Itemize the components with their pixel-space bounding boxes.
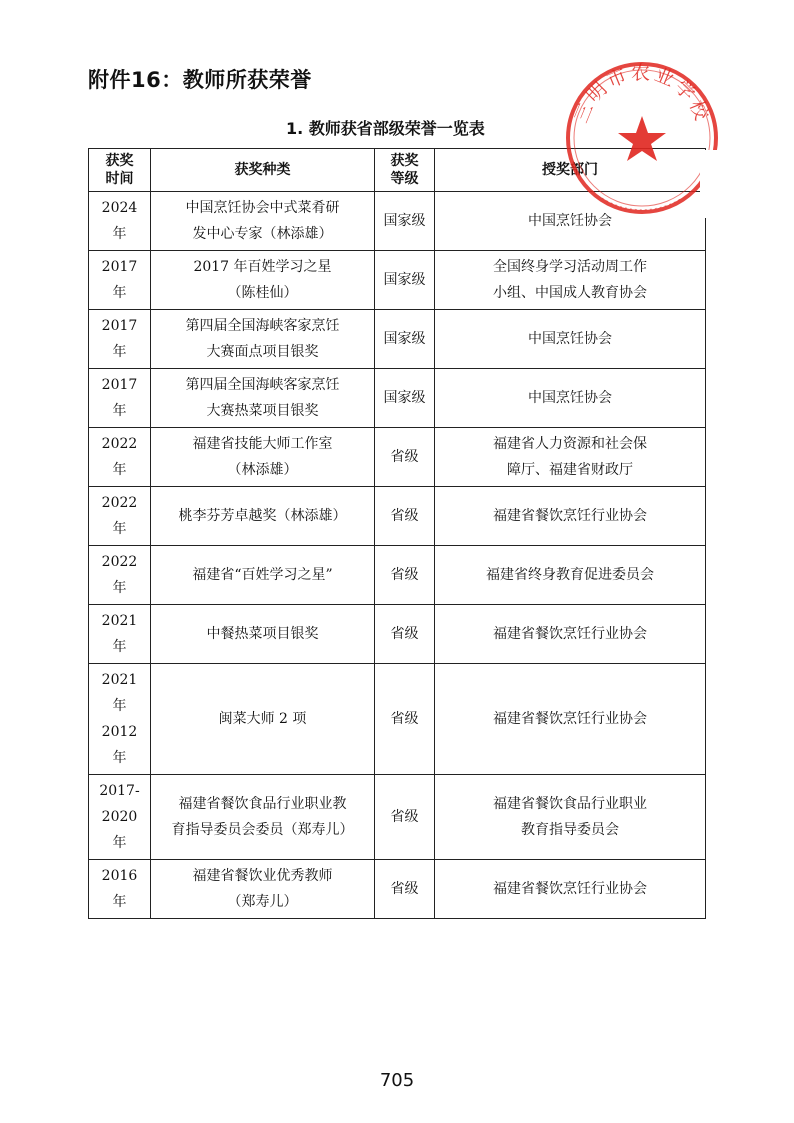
table-row <box>89 775 706 860</box>
cell-level: 省级 <box>375 860 435 919</box>
header-time <box>89 149 151 192</box>
cell-type-line: 福建省“百姓学习之星” <box>192 567 333 583</box>
cell-type-line: 2017 年百姓学习之星 <box>193 259 332 275</box>
cell-dept-line: 中国烹饪协会 <box>528 331 612 347</box>
cell-time <box>89 369 151 428</box>
cell-type <box>151 369 375 428</box>
table-row <box>89 310 706 369</box>
cell-level: 国家级 <box>375 369 435 428</box>
cell-type-line: 中餐热菜项目银奖 <box>206 626 319 642</box>
cell-type-line: 福建省技能大师工作室 <box>192 436 333 452</box>
header-level <box>375 149 435 192</box>
cell-level: 省级 <box>375 487 435 546</box>
cell-dept <box>435 664 706 775</box>
table-title: 1. 教师获省部级荣誉一览表 <box>286 119 485 138</box>
cell-dept <box>435 487 706 546</box>
cell-level: 国家级 <box>375 192 435 251</box>
cell-time-line: 2016 年 <box>101 868 138 910</box>
cell-type-line: 桃李芬芳卓越奖（林添雄） <box>178 508 347 524</box>
seal-edge-mask <box>700 150 720 218</box>
cell-dept <box>435 428 706 487</box>
cell-type <box>151 775 375 860</box>
cell-dept-line: 中国烹饪协会 <box>528 213 612 229</box>
cell-time <box>89 546 151 605</box>
cell-level: 国家级 <box>375 251 435 310</box>
cell-time <box>89 251 151 310</box>
page-number: 705 <box>379 1070 415 1091</box>
header-time-line-2: 时间 <box>105 171 134 187</box>
cell-dept <box>435 860 706 919</box>
cell-type <box>151 546 375 605</box>
cell-type-line: （林添雄） <box>227 462 298 478</box>
cell-dept <box>435 369 706 428</box>
table-row <box>89 487 706 546</box>
page-heading: 附件16：教师所获荣誉 <box>88 68 312 92</box>
cell-level: 省级 <box>375 775 435 860</box>
table-row <box>89 860 706 919</box>
cell-type <box>151 605 375 664</box>
header-type: 获奖种类 <box>151 149 375 192</box>
cell-dept-line: 障厅、福建省财政厅 <box>507 462 633 478</box>
cell-time <box>89 860 151 919</box>
header-level-line-2: 等级 <box>390 171 419 187</box>
cell-time-line: 2017 年 <box>101 318 138 360</box>
table-row <box>89 251 706 310</box>
cell-time-line: 2017- <box>99 783 140 799</box>
cell-type-line: 育指导委员会委员（郑寿儿） <box>171 822 354 838</box>
svg-text:三明市农业学校: 三明市农业学校 <box>570 62 714 127</box>
cell-type <box>151 310 375 369</box>
cell-level: 省级 <box>375 428 435 487</box>
cell-type-line: （陈桂仙） <box>227 285 298 301</box>
cell-type-line: 中国烹饪协会中式菜肴研 <box>185 200 340 216</box>
cell-time <box>89 428 151 487</box>
header-time-line-1: 获奖 <box>105 153 134 169</box>
cell-dept-line: 福建省餐饮烹饪行业协会 <box>493 711 647 727</box>
cell-dept-line: 福建省餐饮烹饪行业协会 <box>493 508 647 524</box>
cell-time-line: 2022 年 <box>101 495 138 537</box>
cell-type-line: 大赛热菜项目银奖 <box>206 403 319 419</box>
cell-type-line: 福建省餐饮食品行业职业教 <box>178 796 347 812</box>
header-dept: 授奖部门 <box>435 149 706 192</box>
cell-dept-line: 福建省餐饮食品行业职业 <box>493 796 647 812</box>
cell-time <box>89 605 151 664</box>
cell-level: 省级 <box>375 605 435 664</box>
cell-dept <box>435 546 706 605</box>
cell-type <box>151 487 375 546</box>
cell-type <box>151 192 375 251</box>
official-seal <box>562 58 722 218</box>
cell-level: 省级 <box>375 546 435 605</box>
cell-time-line: 2017 年 <box>101 259 138 301</box>
cell-type <box>151 251 375 310</box>
table-row <box>89 605 706 664</box>
cell-time-line: 2022 年 <box>101 436 138 478</box>
cell-dept <box>435 775 706 860</box>
cell-time-line: 2021 年 <box>101 672 138 714</box>
awards-table <box>88 148 706 919</box>
cell-dept-line: 福建省人力资源和社会保 <box>493 436 647 452</box>
cell-dept-line: 福建省终身教育促进委员会 <box>486 567 654 583</box>
cell-type-line: 大赛面点项目银奖 <box>206 344 319 360</box>
cell-time-line: 2021 年 <box>101 613 138 655</box>
cell-time-line: 2020 年 <box>101 809 138 851</box>
table-row <box>89 369 706 428</box>
cell-type-line: 第四届全国海峡客家烹饪 <box>185 377 340 393</box>
cell-dept-line: 福建省餐饮烹饪行业协会 <box>493 626 647 642</box>
table-row <box>89 546 706 605</box>
header-level-line-1: 获奖 <box>390 153 419 169</box>
cell-time-line: 2022 年 <box>101 554 138 596</box>
cell-time-line: 2024 年 <box>101 200 138 242</box>
cell-type <box>151 664 375 775</box>
cell-level: 省级 <box>375 664 435 775</box>
cell-time <box>89 487 151 546</box>
cell-dept-line: 福建省餐饮烹饪行业协会 <box>493 881 647 897</box>
cell-level: 国家级 <box>375 310 435 369</box>
cell-time <box>89 192 151 251</box>
cell-dept-line: 中国烹饪协会 <box>528 390 612 406</box>
table-row <box>89 664 706 775</box>
cell-type-line: 第四届全国海峡客家烹饪 <box>185 318 340 334</box>
cell-time <box>89 310 151 369</box>
cell-dept <box>435 605 706 664</box>
table-row <box>89 428 706 487</box>
cell-dept <box>435 251 706 310</box>
table-body <box>89 192 706 919</box>
cell-time <box>89 664 151 775</box>
cell-time-line: 2017 年 <box>101 377 138 419</box>
cell-type <box>151 860 375 919</box>
cell-type-line: 闽菜大师 2 项 <box>218 711 307 727</box>
cell-dept-line: 全国终身学习活动周工作 <box>493 259 647 275</box>
cell-type-line: 福建省餐饮业优秀教师 <box>192 868 333 884</box>
cell-type-line: 发中心专家（林添雄） <box>192 226 333 242</box>
cell-time <box>89 775 151 860</box>
cell-time-line: 2012 年 <box>101 724 138 766</box>
cell-dept-line: 教育指导委员会 <box>521 822 619 838</box>
cell-dept <box>435 310 706 369</box>
cell-type-line: （郑寿儿） <box>227 894 298 910</box>
cell-type <box>151 428 375 487</box>
cell-dept-line: 小组、中国成人教育协会 <box>493 285 647 301</box>
